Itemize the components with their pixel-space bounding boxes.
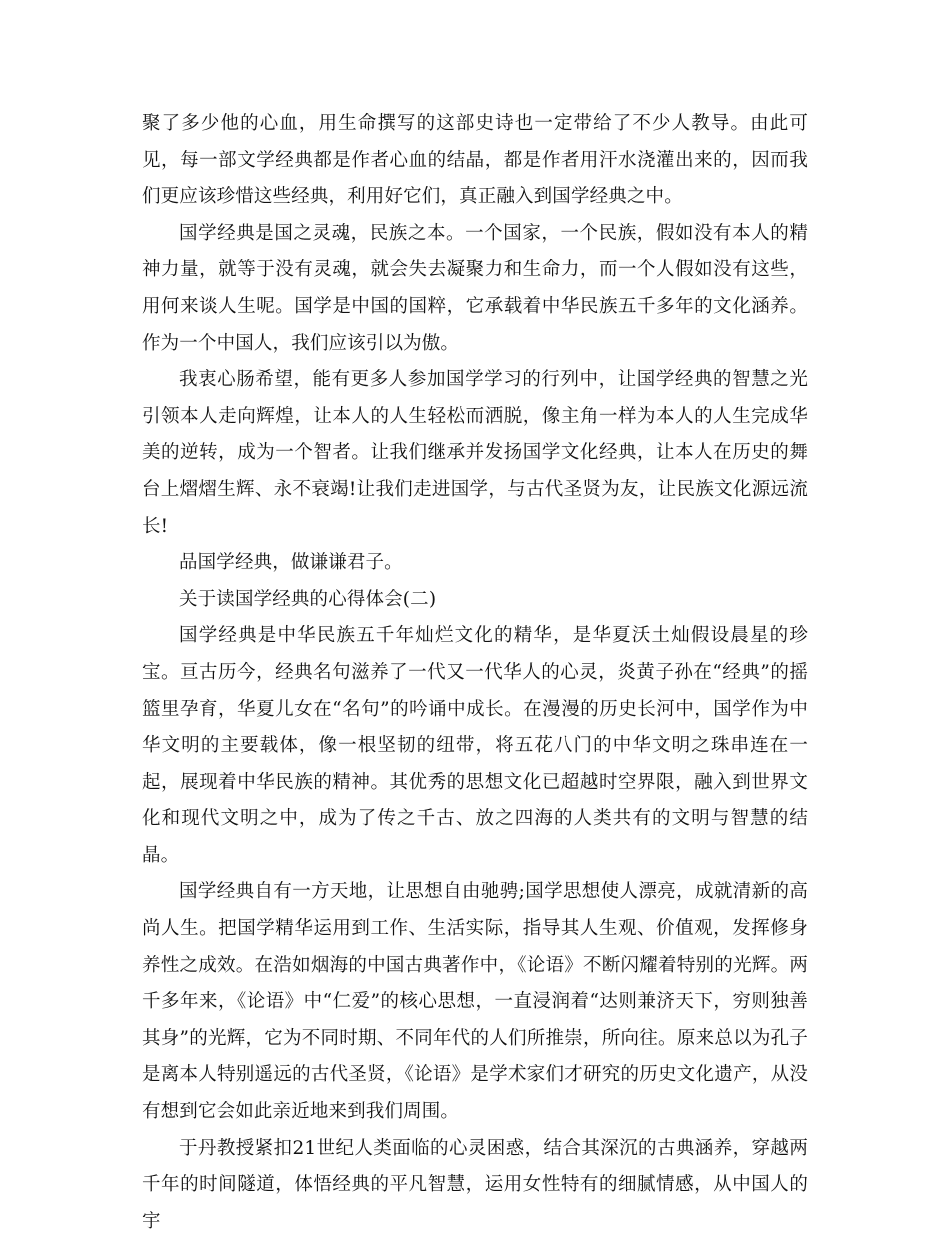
section-heading: 关于读国学经典的心得体会(二) [179, 588, 437, 610]
document-body [142, 106, 808, 1240]
paragraph-3: 我衷心肠希望，能有更多人参加国学学习的行列中，让国学经典的智慧之光引领本人走向辉煌，让本人的人生轻松而洒脱，像主角一样为本人的人生完成华美的逆转，成为一个智者。让我们继承并发扬国学文化经典，让本人在历史的舞台上熠熠生辉、永不衰竭!让我们走进国学，与古代圣贤为友，让民族文化源远流长! [142, 369, 808, 537]
paragraph-2: 国学经典是国之灵魂，民族之本。一个国家，一个民族，假如没有本人的精神力量，就等于没有灵魂，就会失去凝聚力和生命力，而一个人假如没有这些，用何来谈人生呢。国学是中国的国粹，它承载着中华民族五千多年的文化涵养。作为一个中国人，我们应该引以为傲。 [142, 222, 808, 354]
paragraph-4: 品国学经典，做谦谦君子。 [179, 552, 403, 574]
paragraph-5: 国学经典是中华民族五千年灿烂文化的精华，是华夏沃土灿假设晨星的珍宝。亘古历今，经典名句滋养了一代又一代华人的心灵，炎黄子孙在“经典”的摇篮里孕育，华夏儿女在“名句”的吟诵中成长。在漫漫的历史长河中，国学作为中华文明的主要载体，像一根坚韧的纽带，将五花八门的中华文明之珠串连在一起，展现着中华民族的精神。其优秀的思想文化已超越时空界限，融入到世界文化和现代文明之中，成为了传之千古、放之四海的人类共有的文明与智慧的结晶。 [142, 625, 808, 866]
paragraph-1: 聚了多少他的心血，用生命撰写的这部史诗也一定带给了不少人教导。由此可见，每一部文学经典都是作者心血的结晶，都是作者用汗水浇灌出来的，因而我们更应该珍惜这些经典，利用好它们，真正融入到国学经典之中。 [142, 113, 808, 208]
paragraph-6: 国学经典自有一方天地，让思想自由驰骋;国学思想使人漂亮，成就清新的高尚人生。把国学精华运用到工作、生活实际，指导其人生观、价值观，发挥修身养性之成效。在浩如烟海的中国古典著作中，《论语》不断闪耀着特别的光辉。两千多年来，《论语》中“仁爱”的核心思想，一直浸润着“达则兼济天下，穷则独善其身”的光辉，它为不同时期、不同年代的人们所推崇，所向往。原来总以为孔子是离本人特别遥远的古代圣贤，《论语》是学术家们才研究的历史文化遗产，从没有想到它会如此亲近地来到我们周围。 [142, 881, 808, 1123]
paragraph-7: 于丹教授紧扣21世纪人类面临的心灵困惑，结合其深沉的古典涵养，穿越两千年的时间隧道，体悟经典的平凡智慧，运用女性特有的细腻情感，从中国人的宇 [142, 1137, 808, 1232]
